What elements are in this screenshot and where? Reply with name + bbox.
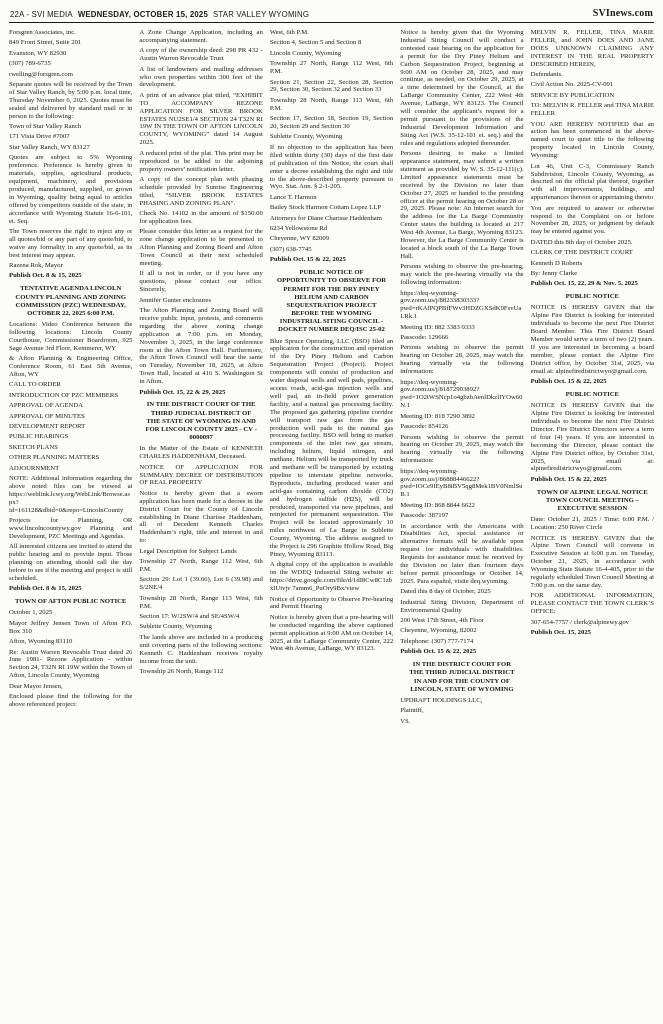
notice-heading: IN THE DISTRICT COURT OF THE THIRD JUDICIAL DISTRICT OF THE STATE OF WYOMING IN AND FOR LINCOLN COUNTY 2025 - CV - 0000097 (145, 401, 257, 442)
notice-paragraph: Township 27 North, Range 112 West, 6th P.M. (139, 558, 263, 574)
notice-heading: PUBLIC NOTICE (565, 293, 619, 301)
notice-column-2 (139, 29, 262, 1019)
notice-paragraph: Passcode: 854126 (400, 423, 449, 431)
notice-paragraph: Jennifer Gunter enclosures (139, 296, 212, 304)
notice-paragraph: Township 26 North, Range 112 (139, 667, 224, 675)
notice-paragraph: Section 17: W/2SW/4 and SE/4SW/4 (139, 613, 240, 621)
notice-paragraph: A copy of the concept plan with phasing schedule provided by Sunrise Engineering titled, “SILVER BROOK ESTATES PHASING AND ZONING PLAN”. (139, 175, 263, 207)
notice-paragraph: Cheyenne, WY 82009 (269, 235, 330, 243)
notice-paragraph: Re: Austin Warren Revocable Trust dated 26 June 1981- Rezone Application - within Section 24, T32N RI 19W within the Town of Afton, Lincoln County, Wyoming (9, 648, 133, 680)
publish-line: Publish Oct. 8 & 15, 2025 (9, 272, 82, 280)
notice-paragraph: Bailey Stock Harmon Cottam Lopez LLP (269, 204, 382, 212)
notice-paragraph: rwelling@forsgren.com (9, 70, 73, 78)
notice-paragraph: Razena Rok, Mayor (9, 262, 63, 270)
notice-paragraph: Notice of Opportunity to Observe Pre-hearing and Permit Hearing (269, 595, 394, 611)
notice-paragraph: Meeting ID: 868 8844 6622 (400, 501, 475, 509)
notice-paragraph: Industrial Siting Division, Department of Environmental Quality (400, 598, 524, 614)
notice-paragraph: Dear Mayor Jensen, (9, 682, 63, 690)
notice-paragraph: Passcode: 387197 (400, 512, 449, 520)
page-number-label: 22A - SVI MEDIA (10, 10, 73, 19)
notice-paragraph: MELVIN R. FELLER, TINA MARIE FELLER, and JOHN DOES AND JANE DOES UNKNOWN CLAIMING ANY INTEREST IN THE REAL PROPERTY DESCRIBED HEREIN, (530, 29, 654, 68)
notice-paragraph: DEVELOPMENT REPORT (9, 423, 86, 431)
notice-paragraph: PUBLIC HEARINGS (9, 433, 69, 441)
notice-paragraph: Enclosed please find the following for the above referenced project: (9, 693, 133, 708)
notice-paragraph: Check No. 14102 in the amount of $150.00 for application fees. (139, 210, 263, 225)
notice-paragraph: Please consider this letter as a request for the zone change application to be presented to Afton Planning and Zoning Board and Afton Town Council at their next scheduled meeting. (139, 228, 263, 267)
notice-column-1 (9, 29, 132, 1019)
notice-paragraph: (307) 789-6735 (9, 60, 51, 68)
notice-paragraph: NOTICE IS HEREBY GIVEN that the Alpine Fire District is looking for interested individuals to become the next Fire District Board Member. This Fire District Board Member would serve a term of two (2) years. If you are interested in becoming a board member, please contact the Alpine Fire District office, by October 31st, 2025, via email at: alpinefiredistrictwyo@gmail.com. (530, 304, 654, 375)
notice-paragraph: TO: MELVIN R. FELLER and TINA MARIE FELLER (530, 102, 654, 118)
notice-paragraph: Civil Action No. 2025-CV-091 (530, 81, 614, 89)
notice-paragraph: Notice is hereby given that a sworn application has been made for a decree in the District Court for the County of Lincoln establishing in Diane Charisse Haddenham, all of Decedent Kenneth Charles Haddenham’s right, title and interest in and to: (139, 489, 263, 545)
notice-paragraph: If no objection to the application has been filed within thirty (30) days of the first date of publication of this Notice, the court shall enter a decree establishing the right and title to the above-described property pursuant to Wyo. Stat. Ann. § 2-1-205. (269, 143, 394, 191)
publish-line: Publish Oct. 15 & 22, 2025 (530, 378, 607, 386)
notice-paragraph: APPROVAL OF AGENDA (9, 402, 83, 410)
notice-paragraph: Telephone: (307) 777-7174 (400, 637, 474, 645)
notice-paragraph: https://deq-wyoming-gov.zoom.us/j/88233830333?pwd=rKAfPQPBfFWv3HDZGXSdK9FsvUaLRk.1 (400, 289, 522, 321)
notice-heading: IN THE DISTRICT COURT FOR THE THIRD JUDICIAL DISTRICT IN AND FOR THE COUNTY OF LINCOLN, STATE OF WYOMING (409, 661, 515, 693)
notice-paragraph: NOTICE OF APPLICATION FOR SUMMARY DECREE OF DISTRIBUTION OF REAL PROPERTY (139, 463, 263, 487)
notice-paragraph: The lands above are included in a producing unit covering parts of the following sections: Kenneth C. Haddenham receives royalty income from the unit. (139, 633, 263, 665)
notice-paragraph: 6234 Yellowstone Rd (269, 225, 328, 233)
publish-line: Publish Oct. 15 & 22, 2025 (530, 475, 607, 483)
notice-heading: TENTATIVE AGENDA LINCOLN COUNTY PLANNING AND ZONING COMMISSION (PZC) WEDNESDAY, OCTOBER 22, 2025 6:00 P.M. (15, 285, 127, 317)
notice-paragraph: Section 21, Section 22, Section 28, Section 29, Section 30, Section 32 and Section 33 (269, 78, 394, 94)
notice-paragraph: 849 Front Street, Suite 201 (9, 39, 82, 47)
notice-paragraph: Projects for Planning, OR www.lincolncountywy.gov Planning and Development, PZC Meetings and Agendas. (9, 517, 133, 540)
notice-paragraph: Notice is hereby given that a pre-hearing will be conducted regarding the above captioned permit application at 9:00 AM on October 14, 2025, at the LaBarge Community Center, 222 West 4th Avenue, LaBarge, WY 83123. (269, 613, 394, 653)
notice-paragraph: ADJOURNMENT (9, 464, 60, 472)
notice-paragraph: The Afton Planning and Zoning Board will receive public input, protests, and comments regarding the above zoning change application at 7:00 p.m. on Monday, November 3, 2025, in the large conference room at the Afton Town Hall. Furthermore, the Afton Town Council will hear the same on Tuesday, November 18, 2025, at Afton Town Hall, located at 416 S. Washington St in Afton. (139, 307, 263, 386)
notice-paragraph: Meeting ID: 818 7290 3892 (400, 412, 475, 420)
notice-paragraph: Meeting ID: 882 3383 0333 (400, 323, 475, 331)
notice-paragraph: & Afton Planning & Engineering Office, Conference Room, 61 East 5th Avenue, Afton, WY (9, 355, 133, 378)
notice-paragraph: UPDRAFT HOLDINGS LLC, (400, 696, 483, 704)
notice-paragraph: In accordance with the Americans with Disabilities Act, special assistance or alternative formats will be available upon request for individuals with disabilities. Requests for assistance must be received by the Division no later than fourteen days before permit proceedings or October 14, 2025. Para español, visite deq.wyoming. (400, 522, 524, 585)
notice-paragraph: Plaintiff, (400, 707, 424, 715)
notice-paragraph: Sublette County, Wyoming (139, 623, 212, 631)
notice-paragraph: SERVICE BY PUBLICATION (530, 91, 615, 99)
notice-paragraph: By: Jenny Clarke (530, 269, 578, 277)
publish-line: Publish Oct. 15, 22 & 29, 2025 (139, 388, 226, 396)
notice-paragraph: A list of landowners and mailing addresses who own properties within 300 feet of the development. (139, 65, 263, 89)
notice-paragraph: A print of an advance plat titled, “EXHIBIT TO ACCOMPANY REZONE APPLICATION FOR SILVER BROOK ESTATES NU2SE1/4 SECTION 24 T32N RI 19W IN THE TOWN OF AFTON LINCOLN COUNTY, WYOMING” dated 14 August 2025. (139, 91, 263, 147)
notice-paragraph: West, 6th P.M. (269, 29, 309, 36)
notice-paragraph: A copy of the ownership deed: 298 PR 432 - Austin Warren Revocable Trust (139, 47, 263, 63)
notice-paragraph: NOTE: Additional information regarding the above noted files can be viewed at https://weblink.lcwy.org/WebLink/Browse.aspx?id=161128&dbid=0&repo=LincolnCounty (9, 475, 133, 514)
notice-paragraph: If all is not in order, or if you have any questions, please contact our office. Sincerely, (139, 270, 263, 294)
notice-paragraph: CLERK OF THE DISTRICT COURT (530, 249, 633, 257)
notice-paragraph: FOR ADDITIONAL INFORMATION, PLEASE CONTACT THE TOWN CLERK’S OFFICE: (530, 592, 654, 616)
legal-notices-columns (9, 23, 654, 1019)
notice-paragraph: NOTICE IS HEREBY GIVEN that the Alpine Fire District is looking for interested individuals to become the next Fire District Director. Fire District Directors serve a term of four (4) years. If you are interested in becoming the Director, please contact the Alpine Fire District office, by October 31st, 2025, via email at: alpinefiredistrictwyo@gmail.com. (530, 402, 654, 473)
masthead-date: WEDNESDAY, OCTOBER 15, 2025 (77, 10, 209, 19)
notice-paragraph: Section 17, Section 18, Section 19, Section 20, Section 29 and Section 30 (269, 115, 394, 131)
notice-paragraph: Date: October 21, 2025 / Time: 6:00 P.M. / Location: 250 River Circle (530, 516, 654, 532)
notice-paragraph: Star Valley Ranch, WY 83127 (9, 143, 90, 151)
notice-paragraph: The Town reserves the right to reject any or all quotes/bid or any part of any quote/bid, to waive any formality in any quote/bid, as its best interest may appear. (9, 227, 133, 259)
notice-paragraph: Town of Star Valley Ranch (9, 123, 82, 131)
notice-paragraph: Cheyenne, Wyoming, 82002 (400, 627, 477, 635)
notice-paragraph: October 1, 2025 (9, 609, 53, 617)
notice-paragraph: Persons wishing to observe the pre-hearing, may watch the pre-hearing virtually via the following information: (400, 263, 524, 287)
notice-paragraph: INTRODUCTION OF PZC MEMBERS (9, 391, 119, 399)
masthead-location: STAR VALLEY WYOMING (213, 10, 310, 19)
notice-paragraph: Township 28 North, Range 113 West, 6th P.M. (269, 96, 394, 112)
notice-column-5 (531, 29, 654, 1019)
notice-paragraph: https://deq-wyoming-gov.zoom.us/j/81872903892?pwd=1O2tWSNcp1o4gbzbAenlDkzlIYOw60N.1 (400, 378, 523, 410)
notice-paragraph: 307-654-7757 / clerk@alpinewy.gov (530, 618, 630, 626)
publish-line: Publish Oct. 15 & 22, 2025 (269, 256, 346, 264)
notice-heading: TOWN OF AFTON PUBLIC NOTICE (15, 598, 127, 606)
notice-paragraph: CALL TO ORDER (9, 381, 61, 389)
notice-paragraph: A digital copy of the application is available on the WDEQ Industrial Siting website at: https://drive.google.com/file/d/1dI8Cw8C1zbxIUivjv 7amm6_PuOry9Bx/view (269, 561, 394, 593)
notice-paragraph: YOU ARE HEREBY NOTIFIED that an action has been commenced in the above-named court to quiet title to the following property located in Lincoln County, Wyoming: (530, 120, 654, 160)
notice-paragraph: A reduced print of the plat. This print may be reproduced to be added to the adjoining property owners’ notification letter. (139, 149, 263, 173)
masthead-left (10, 10, 309, 19)
notice-heading: PUBLIC NOTICE OF OPPORTUNITY TO OBSERVE FOR PERMIT FOR THE DRY PINEY HELIUM AND CARBON SEQUESTRATION PROJECT BEFORE THE WYOMING INDUSTRIAL SITING COUNCIL - DOCKET NUMBER DEQ/ISC 25-02 (276, 269, 387, 334)
notice-paragraph: Locations: Video Conference between the following locations: Lincoln County Courthouse, Commissioner Boardroom, 925 Sage Avenue 3rd Floor, Kemmerer, WY (9, 321, 133, 352)
notice-paragraph: Persons desiring to make a limited appearance statement, may submit a written statement as provided by W. S. 35-12-111(c). Limited appearance statements must be received by the Division no later than October 27, 2025 or handed to the presiding officer at the permit hearing on October 28 or 29, 2025. Please note: An internet search for the address for the La Barge Community Center states the building is located at 217 West 4th Avenue, La Barge, Wyoming 83123. However, the La Barge Community Center is located a block south of the La Barge Town Hall. (400, 150, 524, 260)
notice-heading: PUBLIC NOTICE (565, 391, 619, 399)
notice-paragraph: Blue Spruce Operating, LLC (BSO) filed an application for the construction and operation of the Dry Piney Helium and Carbon Sequestration Project (Project). Project components will consist of production and water disposal wells and well pads, pipelines, access roads, acid-gas injection wells and well pad, an in-field power generation facility, and a natural gas processing facility. The proposed gas gathering pipeline corridor will transport raw gas from the gas production well pads to the natural gas processing facility. BSO will bring to market components of the inlet raw gas stream, including helium, liquid nitrogen, and methane. Helium will be transported by truck and methane will be transported by existing pipeline to interstate pipeline networks. Byproducts, including produced water and acid-gas containing carbon dioxide (CO2) and hydrogen sulfide (H2S), will be produced, transported via new pipelines, and reinjected for permanent sequestration. The Project will be located approximately 10 miles northwest of La Barge in Sublette County, Wyoming. The address assigned to the Project is 296 Graphite Hollow Road, Big Piney, Wyoming 83113. (269, 337, 394, 558)
notice-paragraph: Kenneth D Roberts (530, 259, 583, 267)
notice-paragraph: 200 West 17th Street, 4th Floor (400, 617, 484, 625)
notice-paragraph: Lance T. Harmon (269, 193, 317, 201)
notice-heading: TOWN OF ALPINE LEGAL NOTICE TOWN COUNCIL MEETING – EXECUTIVE SESSION (536, 488, 648, 513)
notice-paragraph: Township 28 North, Range 113 West, 6th P.M. (139, 594, 263, 610)
notice-paragraph: Persons wishing to observe the permit hearing on October 28, 2025, may watch the hearing virtually via the following information: (400, 344, 524, 376)
notice-paragraph: In the Matter of the Estate of KENNETH CHARLES HADDENHAM, Deceased. (139, 445, 263, 461)
notice-paragraph: Defendants. (530, 71, 563, 79)
notice-paragraph: (307) 638-7745 (269, 245, 312, 253)
notice-paragraph: Passcode: 129666 (400, 334, 449, 342)
notice-paragraph: Attorneys for Diane Charisse Haddenham (269, 214, 382, 222)
notice-paragraph: All interested citizens are invited to attend the public hearing and to provide input. Those planning on attending should call the day before to see if the meeting and project is still scheduled. (9, 543, 133, 582)
notice-paragraph: Quotes are subject to 5% Wyoming preference. Preference is hereby given to materials, supplies, agricultural products, equipment, machinery, and provisions produced, manufactured, supplied, or grown in Wyoming, quality being equal to articles offered by competitors outside of the state, in accordance with Wyoming Statute 16-6-101, et. Seq. (9, 154, 133, 225)
notice-column-4 (400, 29, 523, 1019)
notice-paragraph: SKETCH PLANS (9, 443, 58, 451)
notice-paragraph: Mayor Jeffrey Jensen Town of Afton P.O. Box 310 (9, 619, 133, 635)
notice-paragraph: Forsgren Associates, inc. (9, 29, 76, 36)
publish-line: Publish Oct. 8 & 15, 2025 (9, 585, 82, 593)
notice-paragraph: NOTICE IS HEREBY GIVEN that the Alpine Town Council will convene in Executive Session at 6:00 p.m. on Tuesday, October 21, 2025, in accordance with Wyoming State Statute 16-4-405, prior to the regularly scheduled Town Council Meeting at 7:00 p.m. on the same day. (530, 534, 654, 590)
notice-paragraph: Section 4, Section 5 and Section 8 (269, 39, 362, 47)
notice-paragraph: 171 Vista Drive #7007 (9, 133, 70, 141)
masthead (9, 4, 654, 23)
notice-paragraph: A Zone Change Application, including an accompanying statement. (139, 29, 263, 44)
notice-paragraph: Afton, Wyoming 83110 (9, 638, 73, 646)
publish-line: Publish Oct. 15 & 22, 2025 (400, 648, 477, 656)
notice-paragraph: Evanston, WY 82930 (9, 49, 67, 57)
notice-paragraph: You are required to answer or otherwise respond to the Complaint on or before November 28, 2025, or judgment by default may be entered against you. (530, 204, 654, 236)
notice-paragraph: Notice is hereby given that the Wyoming Industrial Siting Council will conduct a contested case hearing on the application for a permit for the Dry Piney Helium and Carbon Sequestration Project, beginning at 9:00 AM on October 28, 2025, and may continue, as needed, on October 29, 2025, at a time determined by the Council, at the LaBarge Community Center, 222 West 4th Avenue, LaBarge, WY 83123. The Council will consider the applicant’s request for a permit pursuant to the provisions of the Industrial Development Information and Siting Act (W.S. 35-12-101 et. seq.) and the rules and regulations adopted thereunder. (400, 29, 524, 147)
masthead-site: SVInews.com (592, 8, 653, 19)
notice-paragraph: VS. (400, 717, 411, 725)
notice-paragraph: Legal Description for Subject Lands (139, 547, 237, 555)
notice-paragraph: Lincoln County, Wyoming (269, 49, 342, 57)
notice-paragraph: Separate quotes will be received by the Town of Star Valley Ranch, by 5:00 p.m. local time, Thursday November 6, 2025. Quotes must be sealed and delivered by standard mail or in person to the following: (9, 81, 133, 120)
notice-paragraph: OTHER PLANNING MATTERS (9, 454, 100, 462)
notice-paragraph: Section 29: Lot 1 (39.66), Lot 6 (39.98) and S/2NE/4 (139, 576, 263, 592)
notice-paragraph: Sublette County, Wyoming (269, 133, 343, 141)
notice-paragraph: APPROVAL OF MINUTES (9, 412, 85, 420)
notice-paragraph: https://deq-wyoming-gov.zoom.us/j/86888446622?pwd=IOCe9IEyB8iBV5qg8Mek1BV0NmlSuB.1 (400, 467, 523, 499)
notice-paragraph: Lot 46, Unit C-3, Commissary Ranch Subdivision, Lincoln County, Wyoming, as descried on the official plat thereof, together with all improvements, buildings, and appurtenances thereon or appertaining thereto (530, 162, 654, 202)
notice-paragraph: Persons wishing to observe the permit hearing on October 29, 2025, may watch the hearing virtually via the following information: (400, 433, 524, 465)
publish-line: Publish Oct. 15, 22, 29 & Nov. 5, 2025 (530, 280, 638, 288)
notice-column-3 (270, 29, 393, 1019)
notice-paragraph: Dated this 8 day of October, 2025 (400, 588, 491, 596)
publish-line: Publish Oct. 15, 2025 (530, 629, 592, 637)
notice-paragraph: Township 27 North, Range 112 West, 6th P.M. (269, 60, 394, 76)
notice-paragraph: DATED this 8th day of October 2025. (530, 238, 633, 246)
